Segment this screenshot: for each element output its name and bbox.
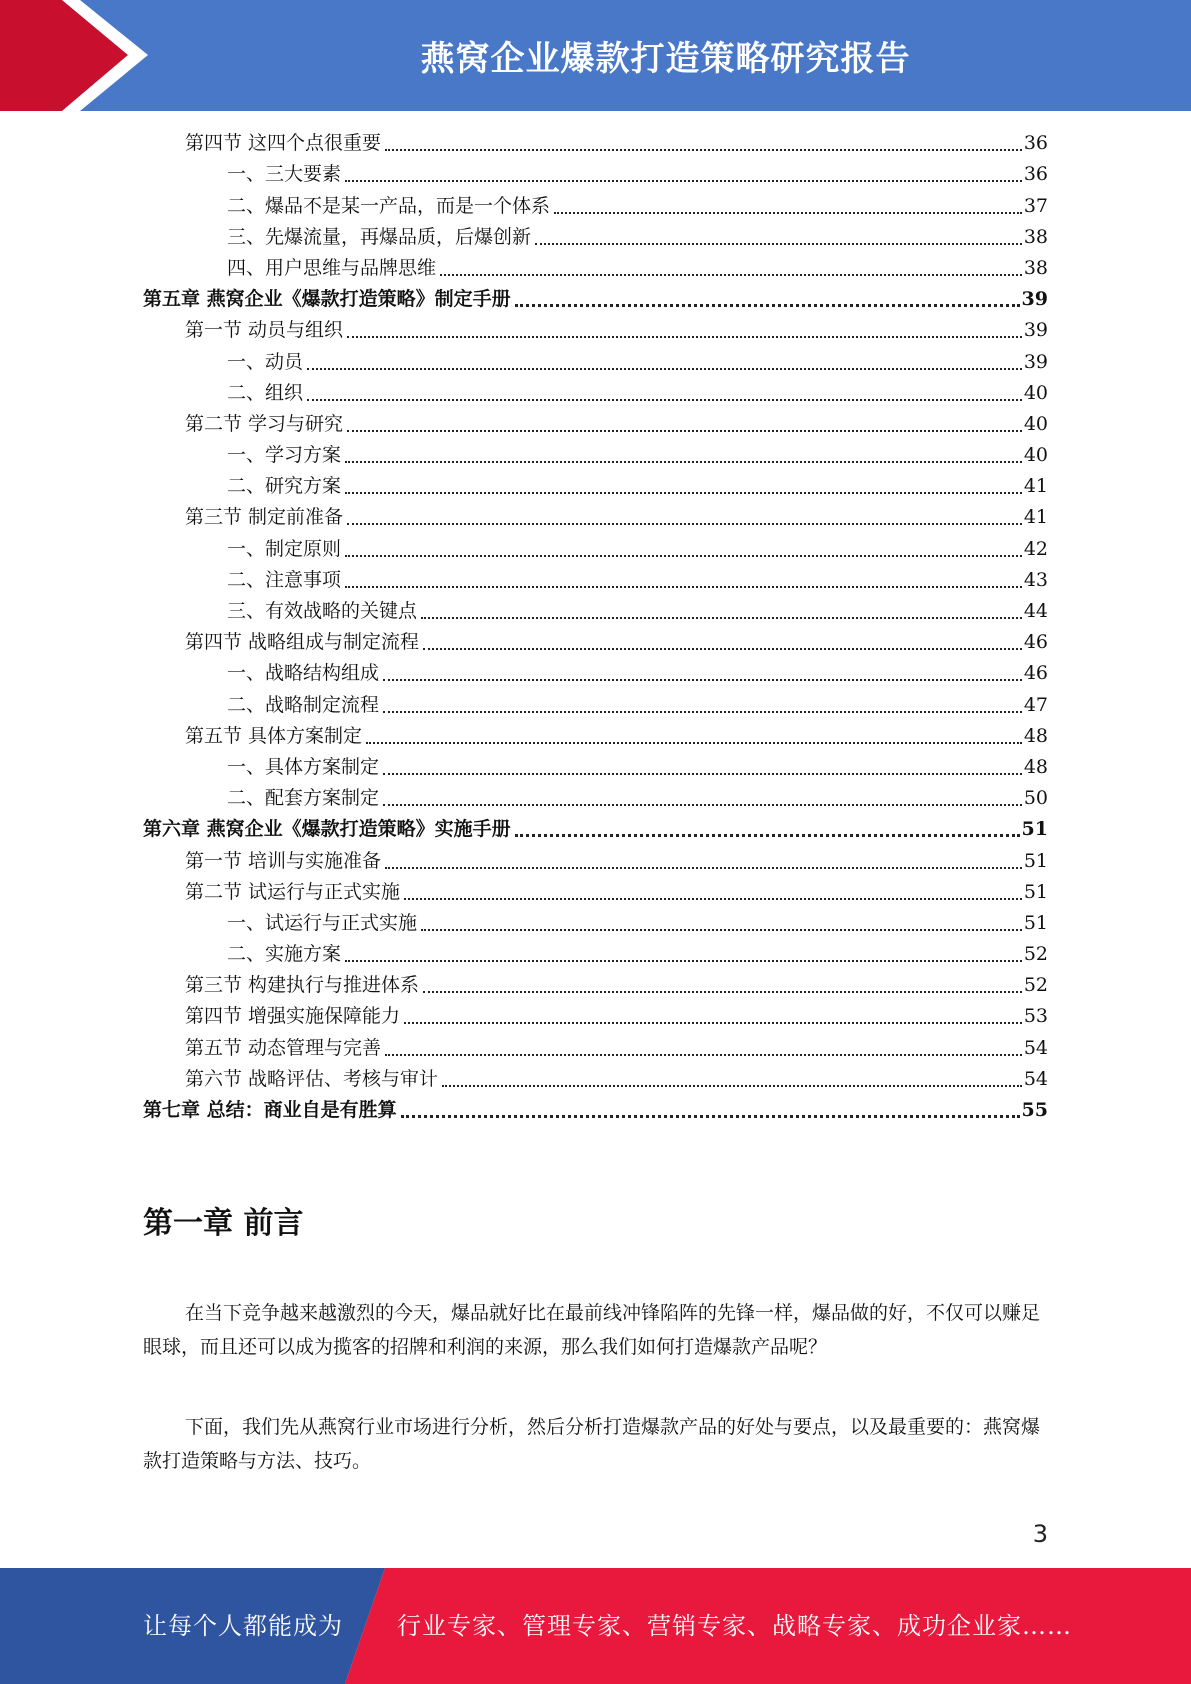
toc-entry-label: 第七章 总结：商业自是有胜算	[143, 1099, 397, 1121]
toc-entry[interactable]	[143, 222, 1048, 253]
toc-dot-leader	[383, 804, 1022, 806]
toc-dot-leader	[421, 929, 1022, 931]
toc-entry-label: 二、爆品不是某一产品，而是一个体系	[227, 194, 551, 217]
toc-dot-leader	[347, 523, 1022, 525]
toc-entry-page: 44	[1023, 600, 1048, 622]
toc-entry[interactable]	[143, 315, 1048, 346]
toc-entry-page: 46	[1023, 662, 1048, 685]
toc-dot-leader	[345, 586, 1022, 588]
intro-paragraph-1: 在当下竞争越来越激烈的今天，爆品就好比在最前线冲锋陷阵的先锋一样，爆品做的好，不仅可以赚足眼球，而且还可以成为揽客的招牌和利润的来源，那么我们如何打造爆款产品呢？	[143, 1302, 1041, 1358]
toc-entry[interactable]	[143, 783, 1048, 814]
intro-paragraph-2: 下面，我们先从燕窝行业市场进行分析，然后分析打造爆款产品的好处与要点，以及最重要的：燕窝爆款打造策略与方法、技巧。	[143, 1416, 1041, 1472]
toc-entry-label: 二、组织	[227, 381, 304, 404]
toc-entry[interactable]	[143, 533, 1048, 564]
toc-entry-label: 一、制定原则	[227, 537, 342, 560]
toc-entry-label: 二、配套方案制定	[227, 787, 380, 810]
toc-dot-leader	[383, 679, 1022, 681]
toc-entry-page: 41	[1023, 475, 1048, 498]
toc-entry-label: 第五节 动态管理与完善	[185, 1036, 382, 1059]
toc-entry-page: 43	[1023, 568, 1048, 591]
toc-dot-leader	[421, 617, 1022, 619]
toc-entry[interactable]	[143, 845, 1048, 876]
toc-entry-label: 二、实施方案	[227, 943, 342, 966]
toc-entry-page: 39	[1021, 288, 1048, 311]
toc-entry-page: 38	[1023, 256, 1048, 279]
toc-entry[interactable]	[143, 565, 1048, 596]
toc-dot-leader	[423, 991, 1022, 993]
toc-entry-page: 48	[1023, 724, 1048, 747]
toc-entry-label: 第六章 燕窝企业《爆款打造策略》实施手册	[143, 818, 511, 841]
toc-entry-page: 52	[1023, 943, 1048, 966]
toc-entry-label: 一、学习方案	[227, 444, 342, 467]
page-header	[0, 0, 1191, 111]
toc-entry[interactable]	[143, 440, 1048, 471]
toc-dot-leader	[345, 461, 1022, 463]
toc-dot-leader	[383, 711, 1022, 713]
toc-entry[interactable]	[143, 1064, 1048, 1095]
toc-dot-leader	[515, 304, 1020, 307]
toc-entry[interactable]	[143, 1032, 1048, 1063]
toc-dot-leader	[442, 1085, 1022, 1087]
toc-dot-leader	[345, 492, 1022, 494]
toc-entry[interactable]	[143, 596, 1048, 627]
toc-entry-label: 四、用户思维与品牌思维	[227, 256, 437, 279]
toc-dot-leader	[535, 243, 1022, 245]
toc-entry[interactable]	[143, 378, 1048, 409]
report-title: 燕窝企业爆款打造策略研究报告	[420, 39, 911, 79]
toc-dot-leader	[347, 336, 1022, 338]
toc-entry[interactable]	[143, 908, 1048, 939]
toc-entry-page: 50	[1023, 787, 1048, 810]
toc-entry-label: 一、试运行与正式实施	[227, 911, 418, 934]
toc-entry-page: 51	[1023, 849, 1048, 872]
toc-entry-label: 二、战略制定流程	[227, 693, 380, 716]
toc-entry[interactable]	[143, 689, 1048, 720]
toc-entry[interactable]	[143, 939, 1048, 970]
chapter-title: 第一章 前言	[143, 1206, 304, 1241]
toc-entry-label: 一、具体方案制定	[227, 755, 380, 778]
toc-entry-page: 51	[1023, 911, 1048, 934]
toc-entry-label: 第一节 培训与实施准备	[185, 849, 382, 872]
table-of-contents	[143, 128, 1048, 1126]
toc-entry-label: 三、有效战略的关键点	[227, 600, 418, 622]
toc-entry[interactable]	[143, 658, 1048, 689]
toc-dot-leader	[404, 1022, 1022, 1024]
toc-entry[interactable]	[143, 409, 1048, 440]
toc-entry-page: 46	[1023, 631, 1048, 654]
toc-dot-leader	[345, 555, 1022, 557]
toc-entry-page: 42	[1023, 537, 1048, 560]
toc-entry-page: 52	[1023, 974, 1048, 997]
toc-entry-label: 第四节 战略组成与制定流程	[185, 631, 420, 654]
toc-entry-label: 第三节 制定前准备	[185, 506, 344, 529]
toc-entry[interactable]	[143, 627, 1048, 658]
toc-entry[interactable]	[143, 159, 1048, 190]
toc-entry[interactable]	[143, 284, 1048, 315]
toc-entry-label: 二、注意事项	[227, 568, 342, 591]
toc-entry-page: 53	[1023, 1005, 1048, 1028]
toc-dot-leader	[307, 399, 1022, 401]
toc-dot-leader	[385, 149, 1022, 151]
toc-dot-leader	[385, 1054, 1022, 1056]
toc-entry-label: 二、研究方案	[227, 475, 342, 498]
toc-entry[interactable]	[143, 877, 1048, 908]
toc-entry-label: 第四节 增强实施保障能力	[185, 1005, 401, 1028]
toc-dot-leader	[554, 212, 1022, 214]
toc-dot-leader	[385, 867, 1022, 869]
toc-entry-page: 41	[1023, 506, 1048, 529]
toc-entry[interactable]	[143, 128, 1048, 159]
page-footer	[0, 1568, 1191, 1684]
toc-entry[interactable]	[143, 814, 1048, 845]
toc-entry-page: 40	[1023, 444, 1048, 467]
toc-entry-page: 47	[1023, 693, 1048, 716]
toc-dot-leader	[383, 773, 1022, 775]
toc-entry[interactable]	[143, 471, 1048, 502]
toc-entry[interactable]	[143, 1095, 1048, 1126]
toc-dot-leader	[404, 898, 1022, 900]
toc-entry[interactable]	[143, 1001, 1048, 1032]
toc-entry-page: 37	[1023, 194, 1048, 217]
toc-dot-leader	[345, 180, 1022, 182]
toc-entry-page: 54	[1023, 1067, 1048, 1090]
toc-dot-leader	[307, 368, 1022, 370]
toc-entry-page: 39	[1023, 319, 1048, 342]
toc-entry-page: 39	[1023, 350, 1048, 373]
toc-entry-page: 51	[1021, 818, 1048, 841]
toc-entry-page: 40	[1023, 381, 1048, 404]
toc-entry-page: 51	[1023, 880, 1048, 903]
toc-entry-label: 一、战略结构组成	[227, 662, 380, 685]
page-number: 3	[1032, 1520, 1048, 1548]
toc-entry[interactable]	[143, 970, 1048, 1001]
toc-dot-leader	[515, 834, 1020, 837]
toc-entry-page: 48	[1023, 755, 1048, 778]
toc-dot-leader	[440, 274, 1022, 276]
toc-entry[interactable]	[143, 752, 1048, 783]
toc-dot-leader	[401, 1115, 1020, 1118]
toc-entry[interactable]	[143, 502, 1048, 533]
toc-dot-leader	[423, 648, 1022, 650]
toc-entry-label: 一、动员	[227, 350, 304, 373]
toc-entry-label: 第二节 学习与研究	[185, 412, 344, 435]
toc-entry-label: 第五章 燕窝企业《爆款打造策略》制定手册	[143, 288, 511, 311]
toc-entry-label: 第二节 试运行与正式实施	[185, 880, 401, 903]
toc-entry-label: 第一节 动员与组织	[185, 319, 344, 342]
toc-dot-leader	[347, 430, 1022, 432]
toc-entry[interactable]	[143, 346, 1048, 377]
toc-entry[interactable]	[143, 253, 1048, 284]
toc-entry-page: 36	[1023, 132, 1048, 155]
footer-slogan-left: 让每个人都能成为	[143, 1612, 343, 1640]
toc-entry-label: 三、先爆流量，再爆品质，后爆创新	[227, 225, 532, 248]
toc-entry-label: 一、三大要素	[227, 163, 342, 186]
footer-slogan-right: 行业专家、管理专家、营销专家、战略专家、成功企业家……	[397, 1612, 1072, 1640]
toc-entry-page: 38	[1023, 225, 1048, 248]
toc-entry-page: 54	[1023, 1036, 1048, 1059]
toc-entry-label: 第六节 战略评估、考核与审计	[185, 1067, 439, 1090]
toc-entry-label: 第五节 具体方案制定	[185, 724, 363, 747]
toc-entry[interactable]	[143, 190, 1048, 221]
toc-entry-page: 36	[1023, 163, 1048, 186]
toc-entry-page: 55	[1021, 1099, 1048, 1121]
toc-dot-leader	[345, 960, 1022, 962]
toc-entry-page: 40	[1023, 412, 1048, 435]
toc-entry-label: 第四节 这四个点很重要	[185, 132, 382, 155]
toc-entry[interactable]	[143, 721, 1048, 752]
toc-entry-label: 第三节 构建执行与推进体系	[185, 974, 420, 997]
toc-dot-leader	[366, 742, 1022, 744]
